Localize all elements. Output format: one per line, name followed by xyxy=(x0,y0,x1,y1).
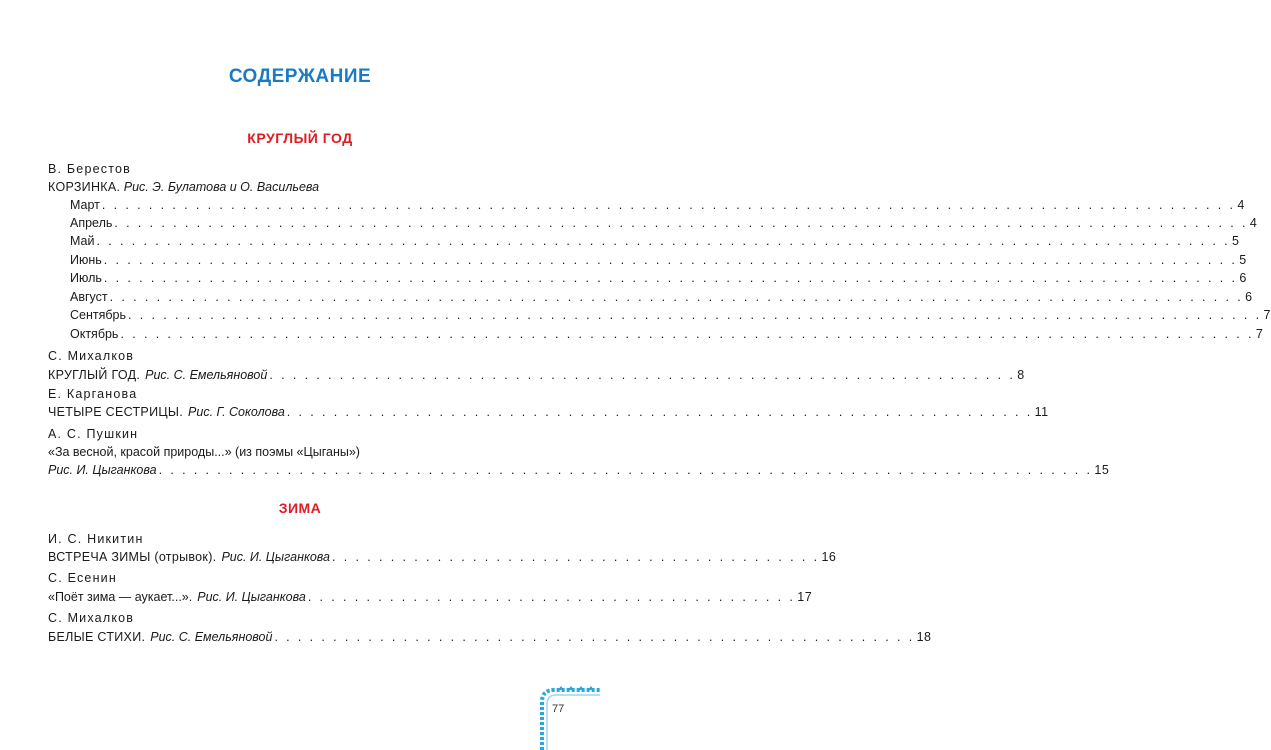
work-title: КРУГЛЫЙ ГОД. xyxy=(48,368,141,382)
work-title: БЕЛЫЕ СТИХИ. xyxy=(48,630,146,644)
leader-dots: . . . . . . . . . . . . . . . . . . . . . . . . . . . . . . . . . . . . . . . . . . . . . . . . . . . . . . . . . . . . . . . . . . . . . . . . . . . . . . . . . . . . . . . . . . . . . . . . . xyxy=(103,271,1238,285)
page-number: 15 xyxy=(1094,463,1110,477)
toc-subitem xyxy=(70,307,1271,323)
author-name: А. С. Пушкин xyxy=(48,427,139,441)
leader-dots: . . . . . . . . . . . . . . . . . . . . . . . . . . . . . . . . . . . . . . . . . . . . . . . . . . . . . . . . . . . . . . . . xyxy=(269,368,1016,382)
toc-entry xyxy=(48,589,813,605)
work-title: «Поёт зима — аукает...». xyxy=(48,590,193,604)
page-number: 4 xyxy=(1249,216,1258,230)
toc-entry xyxy=(48,404,1049,420)
work-title-line xyxy=(48,179,319,195)
work-title: КОРЗИНКА. xyxy=(48,180,121,194)
author-name: С. Михалков xyxy=(48,611,135,625)
work-title: ЧЕТЫРЕ СЕСТРИЦЫ. xyxy=(48,405,184,419)
toc-entry xyxy=(48,367,1025,383)
subitem-label: Май xyxy=(70,234,95,248)
illustrator-credit: Рис. И. Цыганкова xyxy=(48,463,157,477)
toc-entry xyxy=(48,549,837,565)
leader-dots: . . . . . . . . . . . . . . . . . . . . . . . . . . . . . . . . . . . . . . . . . . . . . . . . . . . . . . . . . . . . . . . . xyxy=(286,405,1033,419)
page-number: 16 xyxy=(821,550,837,564)
leader-dots: . . . . . . . . . . . . . . . . . . . . . . . . . . . . . . . . . . . . . . . . . . . . . . . . . . . . . . . . . . . . . . . . . . . . . . . . . . . . . . . . . . . . . . . . . . . . . . . . . xyxy=(114,216,1248,230)
leader-dots: . . . . . . . . . . . . . . . . . . . . . . . . . . . . . . . . . . . . . . . . . . . . . . . . . . . . . . . . . . . . . . . . . . . . . . . . . . . . . . . . . . . . . . . . . . . . . . . . . xyxy=(103,253,1238,267)
leader-dots: . . . . . . . . . . . . . . . . . . . . . . . . . . . . . . . . . . . . . . . . . . . . . . . . . . . . . . . . . . . . . . . . . . . . . . . . . . . . . . . . . . . . . . . . . . . . . . . . . xyxy=(96,234,1230,248)
author-name: Е. Карганова xyxy=(48,387,138,401)
page-number: 8 xyxy=(1017,368,1025,382)
page-number: 18 xyxy=(916,630,932,644)
page-number: 4 xyxy=(1237,198,1245,212)
author-name: С. Михалков xyxy=(48,349,135,363)
page-number: 7 xyxy=(1263,308,1271,322)
illustrator-credit: Рис. Г. Соколова xyxy=(188,405,285,419)
toc-subitem xyxy=(70,326,1264,342)
leader-dots: . . . . . . . . . . . . . . . . . . . . . . . . . . . . . . . . . . . . . . . . . . . . . . . . . . . . . . . . . . . . . . . . . . . . . . . . . . . . . . . . . . . . . . . . . . . . . . . . . xyxy=(120,327,1254,341)
toc-subitem xyxy=(70,252,1247,268)
work-title: ВСТРЕЧА ЗИМЫ (отрывок). xyxy=(48,550,217,564)
subitem-label: Март xyxy=(70,198,100,212)
leader-dots: . . . . . . . . . . . . . . . . . . . . . . . . . . . . . . . . . . . . . . . . . . . . . . . . . . . . . . . . . . . . . . . . . . . . . . . . . . . . . . . . . . . . . . . . . . . . . . . . . xyxy=(128,308,1262,322)
illustrator-credit: Рис. С. Емельяновой xyxy=(145,368,268,382)
illustrator-credit: Рис. И. Цыганкова xyxy=(197,590,306,604)
toc-entry xyxy=(48,629,932,645)
illustrator-credit: Рис. И. Цыганкова xyxy=(221,550,331,564)
subitem-label: Август xyxy=(70,290,108,304)
corner-decoration xyxy=(540,686,600,750)
leader-dots: . . . . . . . . . . . . . . . . . . . . . . . . . . . . . . . . . . . . . . . . . . . . . . . . . . . . . . . xyxy=(274,630,915,644)
section-heading: КРУГЛЫЙ ГОД xyxy=(247,130,353,146)
page-number: 17 xyxy=(797,590,813,604)
leader-dots: . . . . . . . . . . . . . . . . . . . . . . . . . . . . . . . . . . . . . . . . . . xyxy=(332,550,820,564)
page-number: 7 xyxy=(1255,327,1264,341)
subitem-label: Сентябрь xyxy=(70,308,126,322)
page-number: 5 xyxy=(1239,253,1247,267)
toc-subitem xyxy=(70,289,1253,305)
toc-subitem xyxy=(70,215,1258,231)
leader-dots: . . . . . . . . . . . . . . . . . . . . . . . . . . . . . . . . . . . . . . . . . . . . . . . . . . . . . . . . . . . . . . . . . . . . . . . . . . . . . . . . . . . . . . . . . . . . . . . . . xyxy=(101,198,1236,212)
toc-subitem xyxy=(70,270,1247,286)
subitem-label: Июль xyxy=(70,271,102,285)
page-number: 6 xyxy=(1245,290,1253,304)
section-heading: ЗИМА xyxy=(278,500,322,516)
page-number: 6 xyxy=(1239,271,1247,285)
author-name: В. Берестов xyxy=(48,162,131,176)
toc-subitem xyxy=(70,233,1240,249)
leader-dots: . . . . . . . . . . . . . . . . . . . . . . . . . . . . . . . . . . . . . . . . . . . . . . . . . . . . . . . . . . . . . . . . . . . . . . . . . . . . . . . . . . . . . . . . . . . . . . . . . xyxy=(109,290,1244,304)
work-title: «За весной, красой природы...» (из поэмы «Цыганы») xyxy=(48,445,360,459)
author-name: И. С. Никитин xyxy=(48,532,144,546)
illustrator-credit: Рис. С. Емельяновой xyxy=(150,630,273,644)
page-number: 5 xyxy=(1231,234,1240,248)
leader-dots: . . . . . . . . . . . . . . . . . . . . . . . . . . . . . . . . . . . . . . . . . . . . . . . . . . . . . . . . . . . . . . . . . . . . . . . . . . . . . . . . xyxy=(158,463,1093,477)
page-number-footer: 77 xyxy=(552,703,565,715)
subitem-label: Октябрь xyxy=(70,327,119,341)
subitem-label: Июнь xyxy=(70,253,102,267)
author-name: С. Есенин xyxy=(48,571,117,585)
leader-dots: . . . . . . . . . . . . . . . . . . . . . . . . . . . . . . . . . . . . . . . . . . xyxy=(307,590,796,604)
page-number: 11 xyxy=(1034,405,1049,419)
toc-entry xyxy=(48,462,1110,478)
toc-subitem xyxy=(70,197,1245,213)
illustrator-credit: Рис. Э. Булатова и О. Васильева xyxy=(123,180,320,194)
subitem-label: Апрель xyxy=(70,216,113,230)
page-title: СОДЕРЖАНИЕ xyxy=(228,66,372,87)
